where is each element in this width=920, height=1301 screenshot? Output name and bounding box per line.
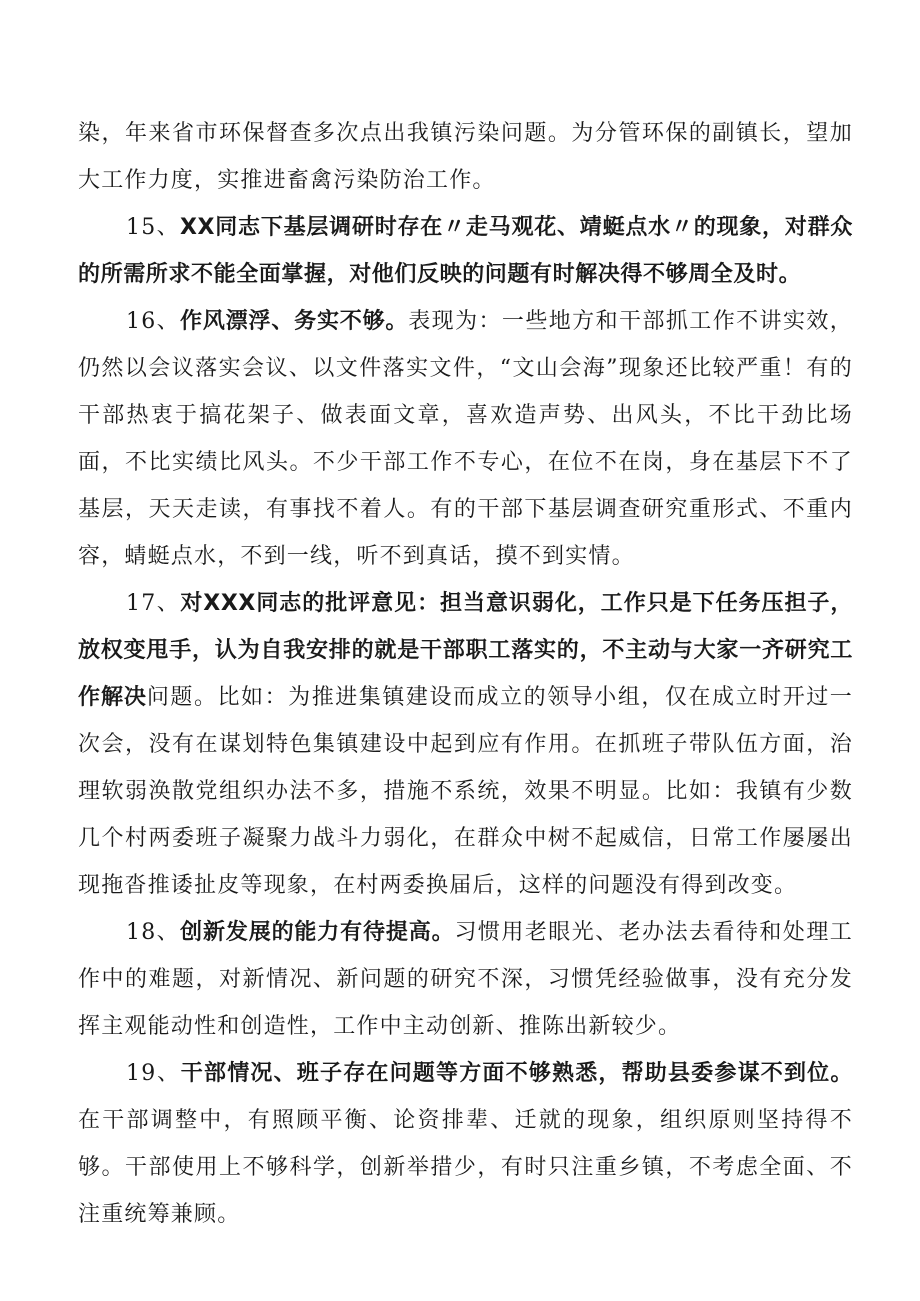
item-number: 16、: [126, 309, 181, 334]
paragraph-heading: 创新发展的能力有待提高。: [180, 920, 455, 945]
paragraph-16: [78, 298, 853, 580]
item-number: 15、: [126, 215, 180, 240]
paragraph-heading: XX同志下基层调研时存在〃走马观花、靖蜓点水〃的现象，对群众的所需所求不能全面掌握，对他们反映的问题有时解决得不够周全及时。: [78, 215, 853, 287]
document-page: [78, 110, 853, 1238]
paragraph-body: 染，年来省市环保督查多次点出我镇污染问题。为分管环保的副镇长，望加大工作力度，实推进畜禽污染防治工作。: [78, 121, 853, 193]
paragraph-14-continued: [78, 110, 853, 204]
paragraph-heading: 对XXX同志的批评意见：担当意识弱化，工作只是下任务压担子，放权变甩手，认为自我安排的就是干部职工落实的，不主动与大家一齐研究工作解决: [78, 591, 853, 710]
paragraph-body: 表现为：一些地方和干部抓工作不讲实效，仍然以会议落实会议、以文件落实文件，“文山会海”现象还比较严重！有的干部热衷于搞花架子、做表面文章，喜欢造声势、出风头，不比干劲比场面，不比实绩比风头。不少干部工作不专心，在位不在岗，身在基层下不了基层，天天走读，有事找不着人。有的干部下基层调查研究重形式、不重内容，蜻蜓点水，不到一线，听不到真话，摸不到实情。: [78, 309, 853, 569]
paragraph-body: 在干部调整中，有照顾平衡、论资排辈、迁就的现象，组织原则坚持得不够。干部使用上不够科学，创新举措少，有时只注重乡镇，不考虑全面、不注重统筹兼顾。: [78, 1108, 853, 1227]
item-number: 18、: [126, 920, 181, 945]
item-number: 19、: [126, 1061, 181, 1086]
paragraph-18: [78, 909, 853, 1050]
paragraph-body: 习惯用老眼光、老办法去看待和处理工作中的难题，对新情况、新问题的研究不深，习惯凭经验做事，没有充分发挥主观能动性和创造性，工作中主动创新、推陈出新较少。: [78, 920, 854, 1039]
paragraph-17: [78, 580, 853, 909]
paragraph-body: 问题。比如：为推进集镇建设而成立的领导小组，仅在成立时开过一次会，没有在谋划特色集镇建设中起到应有作用。在抓班子带队伍方面，治理软弱涣散党组织办法不多，措施不系统，效果不明显。比如：我镇有少数几个村两委班子凝聚力战斗力弱化，在群众中树不起威信，日常工作屡屡出现拖沓推诿扯皮等现象，在村两委换届后，这样的问题没有得到改变。: [78, 685, 853, 898]
paragraph-heading: 作风漂浮、务实不够。: [180, 309, 409, 334]
item-number: 17、: [126, 591, 181, 616]
paragraph-15: [78, 204, 853, 298]
paragraph-19: [78, 1050, 853, 1238]
paragraph-heading: 干部情况、班子存在问题等方面不够熟悉，帮助县委参谋不到位。: [180, 1061, 853, 1086]
